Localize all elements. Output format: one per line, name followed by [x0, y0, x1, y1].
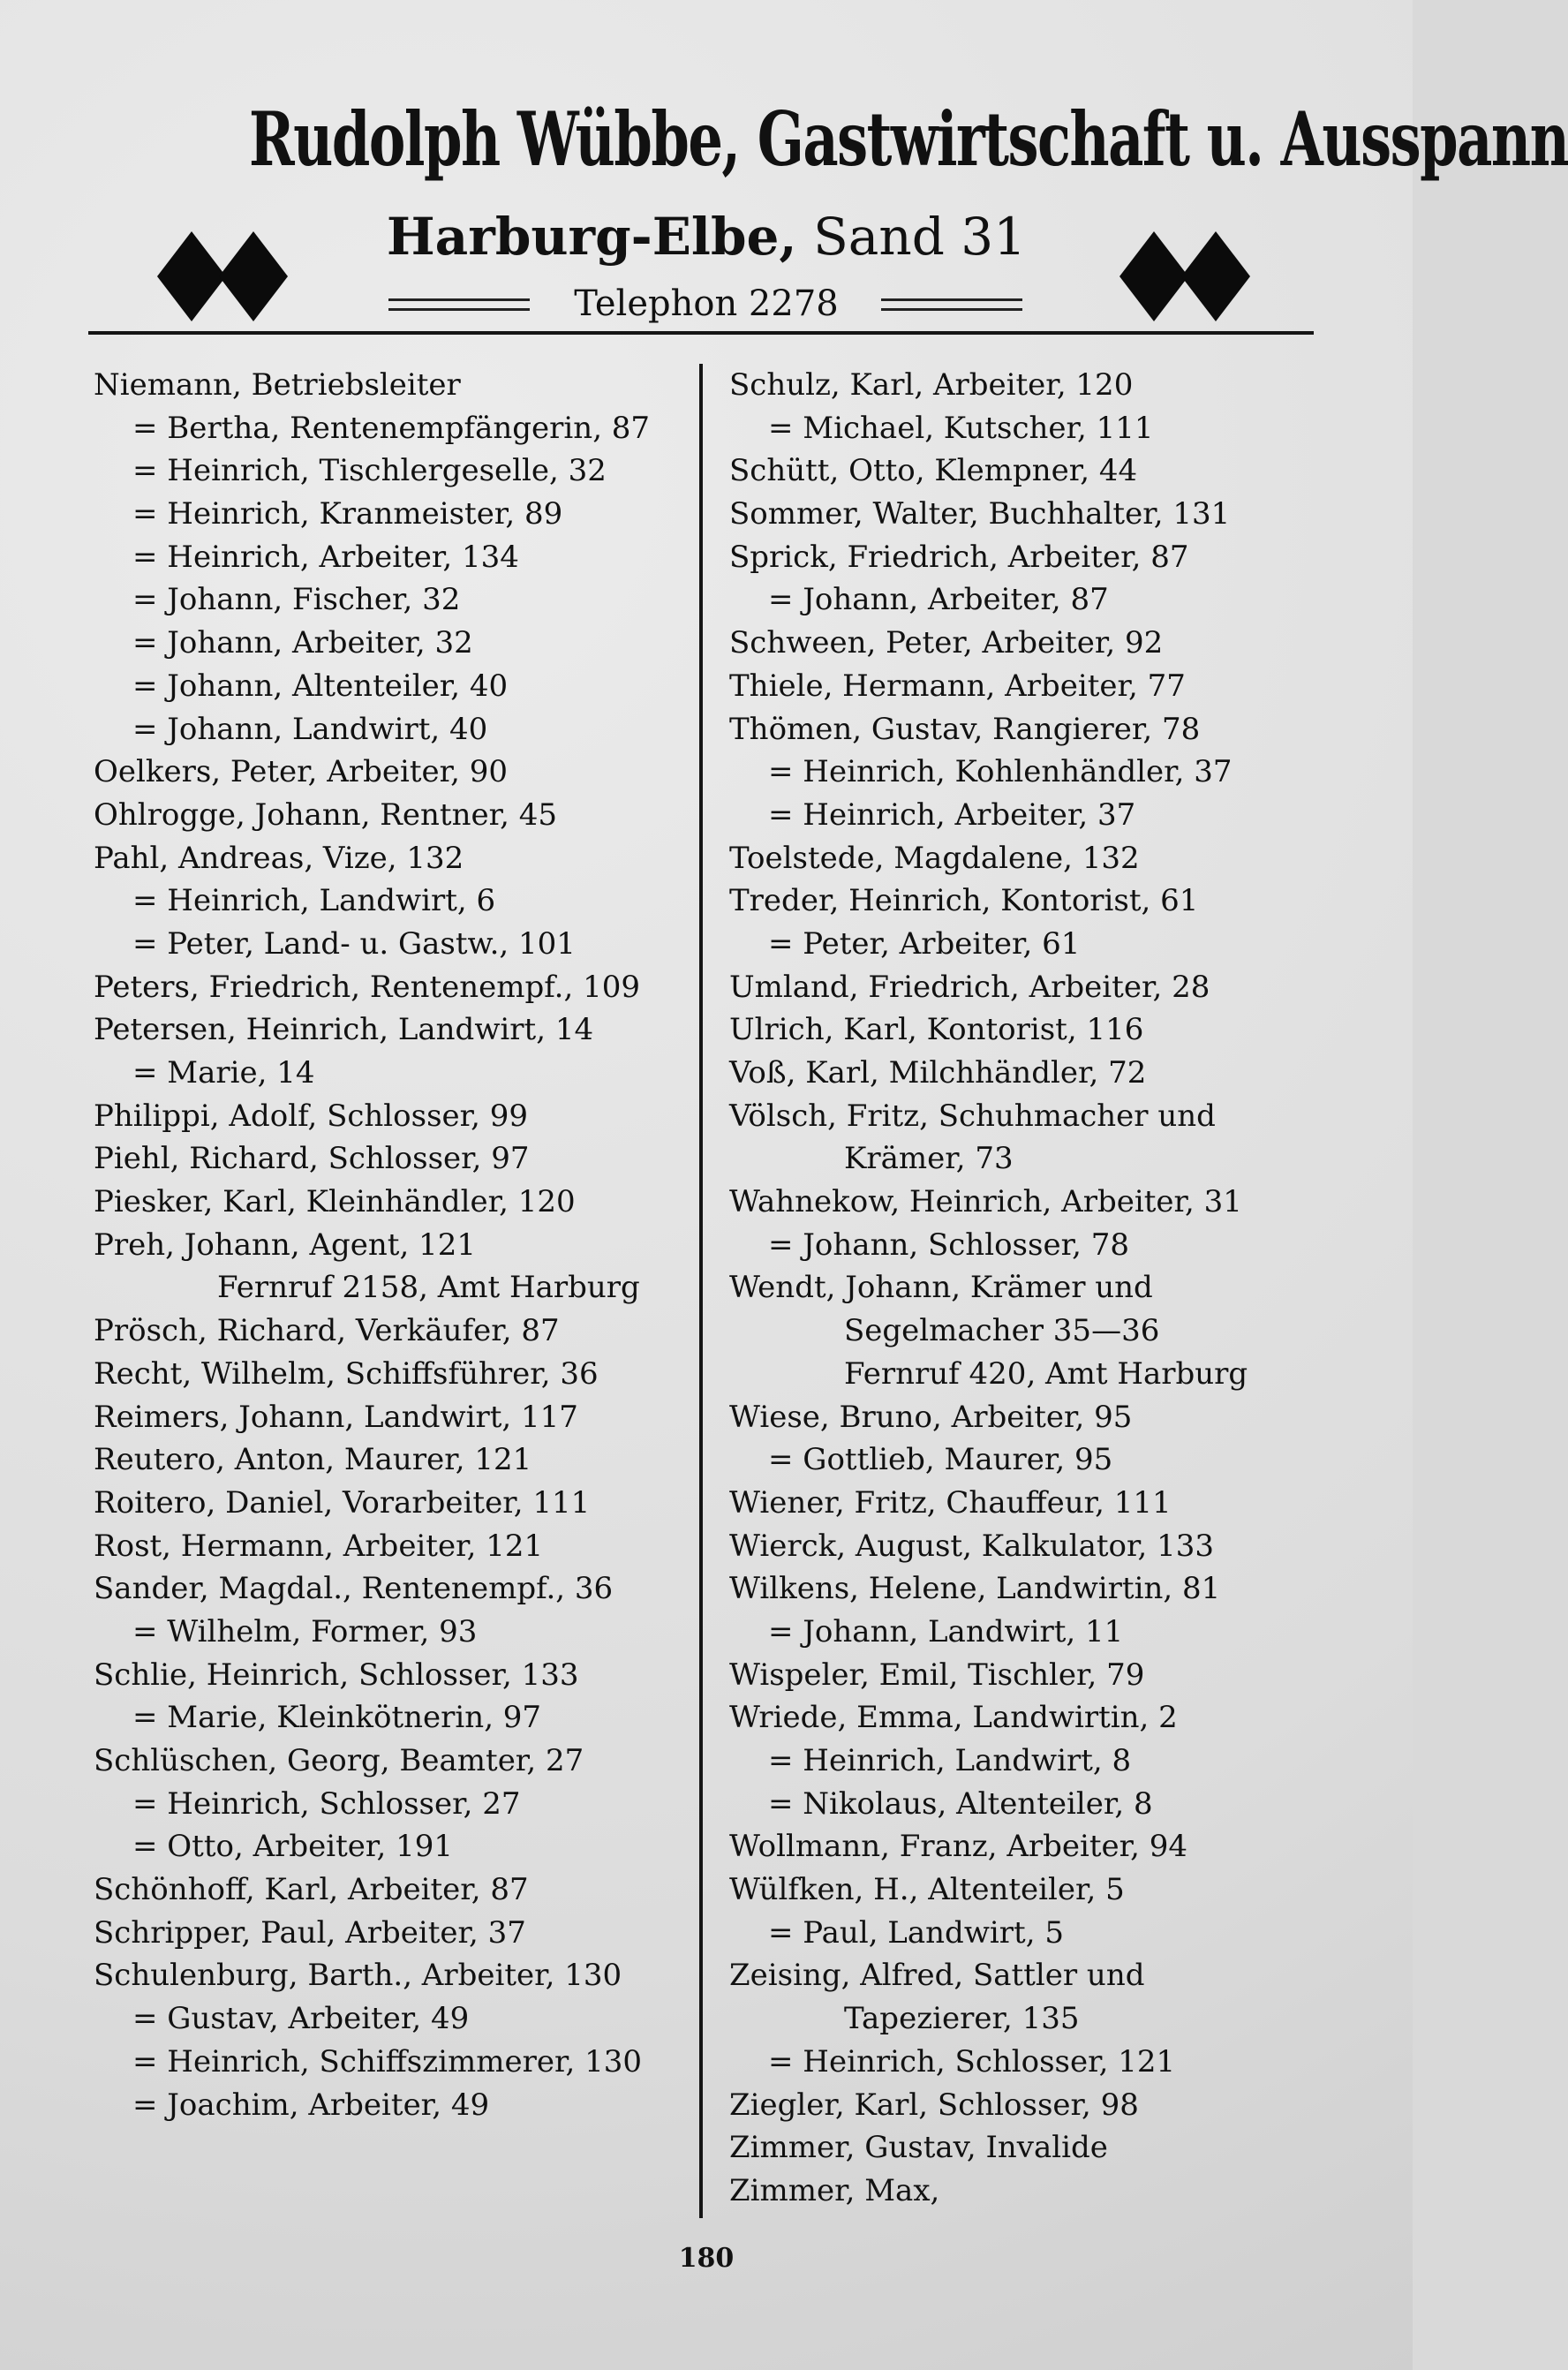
advertisement-phone: Telephon 2278 — [574, 283, 839, 324]
directory-entry: = Nikolaus, Altenteiler, 8 — [768, 1785, 1153, 1822]
diamond-icon — [1119, 231, 1188, 321]
directory-entry: Schlie, Heinrich, Schlosser, 133 — [94, 1657, 579, 1693]
directory-entry: = Johann, Arbeiter, 32 — [132, 625, 473, 661]
page-number: 180 — [678, 2243, 735, 2274]
directory-entry: Reutero, Anton, Maurer, 121 — [94, 1442, 532, 1478]
directory-entry: Piehl, Richard, Schlosser, 97 — [94, 1141, 530, 1177]
diamond-icon — [1181, 231, 1250, 321]
directory-entry: = Michael, Kutscher, 111 — [768, 410, 1154, 446]
directory-entry: = Heinrich, Landwirt, 6 — [132, 883, 496, 919]
directory-entry: Pahl, Andreas, Vize, 132 — [94, 840, 464, 876]
directory-entry: = Paul, Landwirt, 5 — [768, 1914, 1064, 1951]
directory-entry: = Johann, Arbeiter, 87 — [768, 582, 1109, 618]
directory-entry: = Otto, Arbeiter, 191 — [132, 1829, 453, 1865]
directory-entry: Wollmann, Franz, Arbeiter, 94 — [729, 1829, 1188, 1865]
directory-column-right — [729, 364, 1347, 2213]
diamond-ornament-right — [1114, 219, 1255, 334]
directory-entry: Recht, Wilhelm, Schiffsführer, 36 — [94, 1355, 599, 1392]
directory-entry: = Heinrich, Kranmeister, 89 — [132, 496, 563, 532]
directory-entry: Wiese, Bruno, Arbeiter, 95 — [729, 1399, 1133, 1435]
directory-entry: Voß, Karl, Milchhändler, 72 — [729, 1055, 1147, 1091]
directory-entry: Wülfken, H., Altenteiler, 5 — [729, 1872, 1125, 1908]
address-street: Sand 31 — [813, 207, 1027, 267]
directory-entry: Peters, Friedrich, Rentenempf., 109 — [94, 969, 640, 1005]
directory-entry: = Heinrich, Arbeiter, 134 — [132, 539, 519, 575]
directory-entry: = Heinrich, Schlosser, 27 — [132, 1785, 521, 1822]
phone-rule-right — [881, 298, 1022, 311]
directory-entry: Wahnekow, Heinrich, Arbeiter, 31 — [729, 1184, 1242, 1220]
directory-entry: = Heinrich, Schiffszimmerer, 130 — [132, 2043, 643, 2079]
directory-entry: Ulrich, Karl, Kontorist, 116 — [729, 1012, 1144, 1048]
directory-entry: Schütt, Otto, Klempner, 44 — [729, 453, 1138, 489]
directory-entry: Schulenburg, Barth., Arbeiter, 130 — [94, 1958, 622, 1994]
address-city: Harburg-Elbe, — [386, 207, 797, 267]
directory-entry: Roitero, Daniel, Vorarbeiter, 111 — [94, 1484, 591, 1521]
directory-entry: Wispeler, Emil, Tischler, 79 — [729, 1657, 1145, 1693]
directory-entry: = Marie, 14 — [132, 1055, 315, 1091]
directory-entry: Schween, Peter, Arbeiter, 92 — [729, 625, 1164, 661]
directory-entry-continuation: Fernruf 2158, Amt Harburg — [217, 1270, 640, 1306]
directory-entry: = Heinrich, Arbeiter, 37 — [768, 796, 1136, 833]
directory-entry: Wriede, Emma, Landwirtin, 2 — [729, 1700, 1178, 1736]
directory-entry: Zimmer, Gustav, Invalide — [729, 2130, 1108, 2166]
column-divider — [699, 364, 703, 2218]
directory-entry: = Gustav, Arbeiter, 49 — [132, 2001, 470, 2037]
directory-entry: Prösch, Richard, Verkäufer, 87 — [94, 1313, 560, 1349]
directory-entry: Thömen, Gustav, Rangierer, 78 — [729, 711, 1201, 747]
directory-entry: Zimmer, Max, — [729, 2172, 940, 2208]
directory-entry: Sprick, Friedrich, Arbeiter, 87 — [729, 539, 1189, 575]
directory-entry: Schönhoff, Karl, Arbeiter, 87 — [94, 1872, 529, 1908]
directory-entry-continuation: Tapezierer, 135 — [844, 2001, 1080, 2037]
directory-entry: Wendt, Johann, Krämer und — [729, 1270, 1153, 1306]
directory-entry: = Peter, Arbeiter, 61 — [768, 925, 1081, 962]
directory-entry: = Johann, Schlosser, 78 — [768, 1227, 1129, 1263]
directory-entry: Piesker, Karl, Kleinhändler, 120 — [94, 1184, 576, 1220]
directory-entry: = Gottlieb, Maurer, 95 — [768, 1442, 1113, 1478]
directory-entry: Reimers, Johann, Landwirt, 117 — [94, 1399, 578, 1435]
directory-entry: Wilkens, Helene, Landwirtin, 81 — [729, 1571, 1221, 1607]
directory-entry-continuation: Segelmacher 35—36 — [844, 1313, 1160, 1349]
directory-entry: Völsch, Fritz, Schuhmacher und — [729, 1098, 1216, 1134]
directory-entry-continuation: Krämer, 73 — [844, 1141, 1014, 1177]
directory-entry: = Johann, Landwirt, 40 — [132, 711, 488, 747]
directory-entry: Oelkers, Peter, Arbeiter, 90 — [94, 754, 509, 790]
directory-entry: Sommer, Walter, Buchhalter, 131 — [729, 496, 1231, 532]
directory-entry: Philippi, Adolf, Schlosser, 99 — [94, 1098, 529, 1134]
directory-entry: Rost, Hermann, Arbeiter, 121 — [94, 1528, 544, 1564]
directory-entry: Wiener, Fritz, Chauffeur, 111 — [729, 1484, 1172, 1521]
directory-entry: Wierck, August, Kalkulator, 133 — [729, 1528, 1215, 1564]
directory-entry: = Heinrich, Schlosser, 121 — [768, 2043, 1176, 2079]
directory-entry: = Bertha, Rentenempfängerin, 87 — [132, 410, 651, 446]
directory-entry: Ohlrogge, Johann, Rentner, 45 — [94, 796, 558, 833]
directory-entry: Toelstede, Magdalene, 132 — [729, 840, 1140, 876]
advertisement-address — [300, 205, 1112, 268]
directory-entry: Thiele, Hermann, Arbeiter, 77 — [729, 668, 1186, 704]
directory-entry: Ziegler, Karl, Schlosser, 98 — [729, 2087, 1139, 2123]
directory-entry: = Peter, Land- u. Gastw., 101 — [132, 925, 576, 962]
diamond-ornament-left — [152, 219, 293, 334]
directory-entry: = Johann, Altenteiler, 40 — [132, 668, 509, 704]
directory-entry: = Wilhelm, Former, 93 — [132, 1613, 478, 1649]
directory-entry: Petersen, Heinrich, Landwirt, 14 — [94, 1012, 594, 1048]
header-rule — [88, 331, 1314, 335]
directory-entry: Schlüschen, Georg, Beamter, 27 — [94, 1743, 584, 1778]
directory-entry-continuation: Fernruf 420, Amt Harburg — [844, 1355, 1248, 1392]
directory-entry: Niemann, Betriebsleiter — [94, 367, 461, 403]
directory-entry: Treder, Heinrich, Kontorist, 61 — [729, 883, 1199, 919]
diamond-icon — [219, 231, 288, 321]
directory-entry: = Heinrich, Tischlergeselle, 32 — [132, 453, 607, 489]
directory-entry: = Joachim, Arbeiter, 49 — [132, 2087, 490, 2123]
directory-entry: = Johann, Landwirt, 11 — [768, 1613, 1124, 1649]
directory-entry: Zeising, Alfred, Sattler und — [729, 1958, 1145, 1994]
diamond-icon — [157, 231, 226, 321]
directory-entry: Schulz, Karl, Arbeiter, 120 — [729, 367, 1134, 403]
directory-entry: = Heinrich, Landwirt, 8 — [768, 1743, 1132, 1778]
directory-column-left — [94, 364, 694, 2126]
directory-entry: Umland, Friedrich, Arbeiter, 28 — [729, 969, 1210, 1005]
directory-entry: Sander, Magdal., Rentenempf., 36 — [94, 1571, 614, 1607]
advertisement-title: Rudolph Wübbe, Gastwirtschaft u. Ausspann — [249, 95, 1568, 183]
directory-entry: = Heinrich, Kohlenhändler, 37 — [768, 754, 1233, 790]
directory-entry: Schripper, Paul, Arbeiter, 37 — [94, 1914, 526, 1951]
directory-entry: Preh, Johann, Agent, 121 — [94, 1227, 476, 1263]
directory-entry: = Johann, Fischer, 32 — [132, 582, 461, 618]
directory-entry: = Marie, Kleinkötnerin, 97 — [132, 1700, 542, 1736]
